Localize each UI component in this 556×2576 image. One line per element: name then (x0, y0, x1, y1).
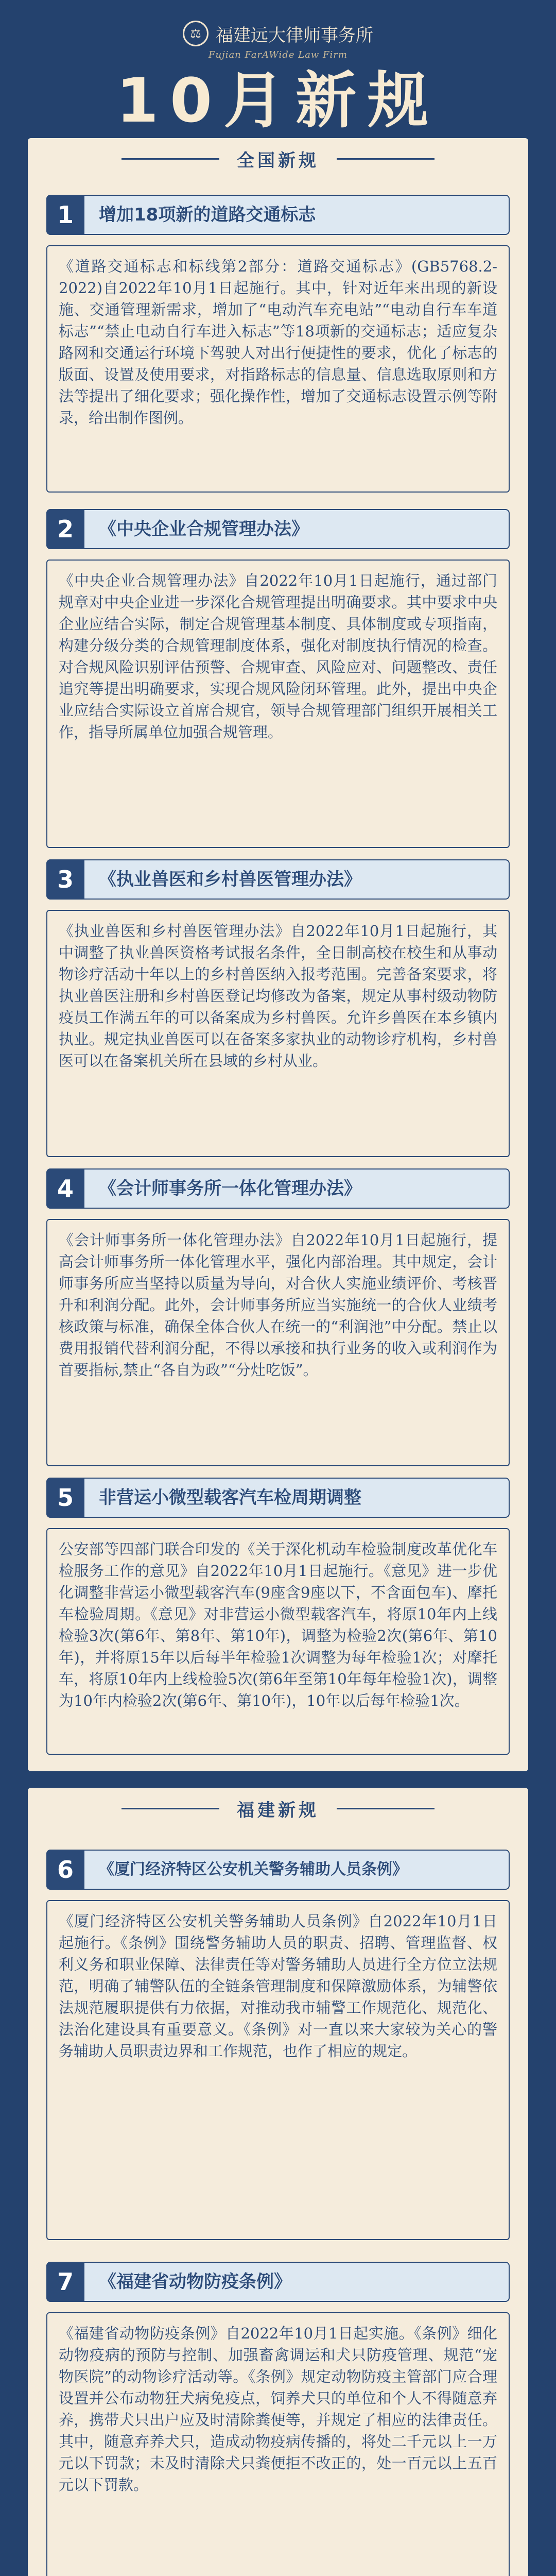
section-heading: 全国新规 (237, 150, 319, 171)
rule-title: 增加18项新的道路交通标志 (99, 205, 316, 225)
rule-number: 3 (46, 859, 84, 900)
rule-item (46, 195, 510, 493)
rule-item (46, 1478, 510, 1755)
rule-title: 《会计师事务所一体化管理办法》 (99, 1178, 361, 1199)
rule-number: 4 (46, 1168, 84, 1209)
rule-header (46, 1478, 510, 1518)
rule-item (46, 509, 510, 848)
rule-title: 《执业兽医和乡村兽医管理办法》 (99, 869, 361, 890)
rule-body: 《中央企业合规管理办法》自2022年10月1日起施行，通过部门规章对中央企业进一步深化合规管理提出明确要求。其中要求中央企业应结合实际，制定合规管理基本制度、具体制度或专项指南，构建分级分类的合规管理制度体系，强化对制度执行情况的检查。对合规风险识别评估预警、合规审查、风险应对、问题整改、责任追究等提出明确要求，实现合规风险闭环管理。此外，提出中央企业应结合实际设立首席合规官，领导合规管理部门组织开展相关工作，指导所属单位加强合规管理。 (46, 560, 510, 848)
rule-item (46, 1168, 510, 1466)
rule-header (46, 195, 510, 235)
rule-header (46, 859, 510, 900)
national-section (28, 138, 528, 1771)
rule-header (46, 2262, 510, 2302)
rule-header (46, 1168, 510, 1209)
rule-body: 《道路交通标志和标线第2部分：道路交通标志》(GB5768.2-2022)自2022年10月1日起施行。其中，针对近年来出现的新设施、交通管理新需求，增加了“电动汽车充电站”“电动自行车车道标志”“禁止电动自行车进入标志”等18项新的交通标志；适应复杂路网和交通运行环境下驾驶人对出行便捷性的要求，优化了标志的版面、设置及使用要求，对指路标志的信息量、信息选取原则和方法等提出了细化要求；强化操作性，增加了交通标志设置示例等附录，给出制作图例。 (46, 245, 510, 493)
divider (337, 1808, 435, 1809)
rule-title: 《厦门经济特区公安机关警务辅助人员条例》 (99, 1860, 408, 1878)
header (0, 0, 556, 138)
rule-title: 非营运小微型载客汽车检周期调整 (99, 1487, 361, 1508)
rule-body: 《会计师事务所一体化管理办法》自2022年10月1日起施行，提高会计师事务所一体化管理水平，强化内部治理。其中规定，会计师事务所应当坚持以质量为导向，对合伙人实施业绩评价、考核晋升和利润分配。此外，会计师事务所应当实施统一的合伙人业绩考核政策与标准，确保全体合伙人在统一的“利润池”中分配。禁止以费用报销代替利润分配，不得以承接和执行业务的收入或利润作为首要指标,禁止“各自为政”“分灶吃饭”。 (46, 1219, 510, 1466)
rule-header (46, 509, 510, 549)
rule-header (46, 1850, 510, 1890)
divider (121, 1808, 219, 1809)
rule-title: 《福建省动物防疫条例》 (99, 2272, 291, 2292)
divider (121, 158, 219, 160)
fujian-section (28, 1788, 528, 2576)
rule-number: 7 (46, 2262, 84, 2302)
divider (337, 158, 435, 160)
firm-name: 福建远大律师事务所 (216, 25, 373, 46)
firm-logo (0, 21, 556, 60)
section-heading: 福建新规 (237, 1800, 319, 1821)
rule-item (46, 859, 510, 1157)
rule-number: 5 (46, 1478, 84, 1518)
firm-name-en: Fujian FarAWide Law Firm (208, 49, 348, 60)
rule-number: 1 (46, 195, 84, 235)
rule-body: 《执业兽医和乡村兽医管理办法》自2022年10月1日起施行，其中调整了执业兽医资格考试报名条件，全日制高校在校生和从事动物诊疗活动十年以上的乡村兽医纳入报考范围。完善备案要求，将执业兽医注册和乡村兽医登记均修改为备案，规定从事村级动物防疫员工作满五年的可以备案成为乡村兽医。允许乡兽医在本乡镇内执业。规定执业兽医可以在备案多家执业的动物诊疗机构，乡村兽医可以在备案机关所在县域的乡村从业。 (46, 910, 510, 1157)
rule-body: 公安部等四部门联合印发的《关于深化机动车检验制度改革优化车检服务工作的意见》自2022年10月1日起施行。《意见》进一步优化调整非营运小微型载客汽车(9座含9座以下，不含面包车)、摩托车检验周期。《意见》对非营运小微型载客汽车，将原10年内上线检验3次(第6年、第8年、第10年)，调整为检验2次(第6年、第10年)，并将原15年以后每半年检验1次调整为每年检验1次；对摩托车，将原10年内上线检验5次(第6年至第10年每年检验1次)，调整为10年内检验2次(第6年、第10年)，10年以后每年检验1次。 (46, 1528, 510, 1755)
rule-number: 2 (46, 509, 84, 549)
rule-item (46, 2262, 510, 2576)
rule-number: 6 (46, 1850, 84, 1890)
rule-title: 《中央企业合规管理办法》 (99, 519, 309, 539)
page-title: 10月新规 (116, 65, 440, 136)
scales-icon: ⚖ (183, 21, 208, 46)
rule-body: 《厦门经济特区公安机关警务辅助人员条例》自2022年10月1日起施行。《条例》围绕警务辅助人员的职责、招聘、管理监督、权利义务和职业保障、法律责任等对警务辅助人员进行全方位立法规范，明确了辅警队伍的全链条管理制度和保障激励体系，为辅警依法规范履职提供有力依据，对推动我市辅警工作规范化、规范化、法治化建设具有重要意义。《条例》对一直以来大家较为关心的警务辅助人员职责边界和工作规范，也作了相应的规定。 (46, 1900, 510, 2240)
rule-item (46, 1850, 510, 2240)
rule-body: 《福建省动物防疫条例》自2022年10月1日起实施。《条例》细化动物疫病的预防与控制、加强畜禽调运和犬只防疫管理、规范“宠物医院”的动物诊疗活动等。《条例》规定动物防疫主管部门应合理设置并公布动物狂犬病免疫点，饲养犬只的单位和个人不得随意弃养，携带犬只出户应及时清除粪便等，并规定了相应的法律责任。其中，随意弃养犬只，造成动物疫病传播的，将处二千元以上一万元以下罚款；未及时清除犬只粪便拒不改正的，处一百元以上五百元以下罚款。 (46, 2312, 510, 2576)
